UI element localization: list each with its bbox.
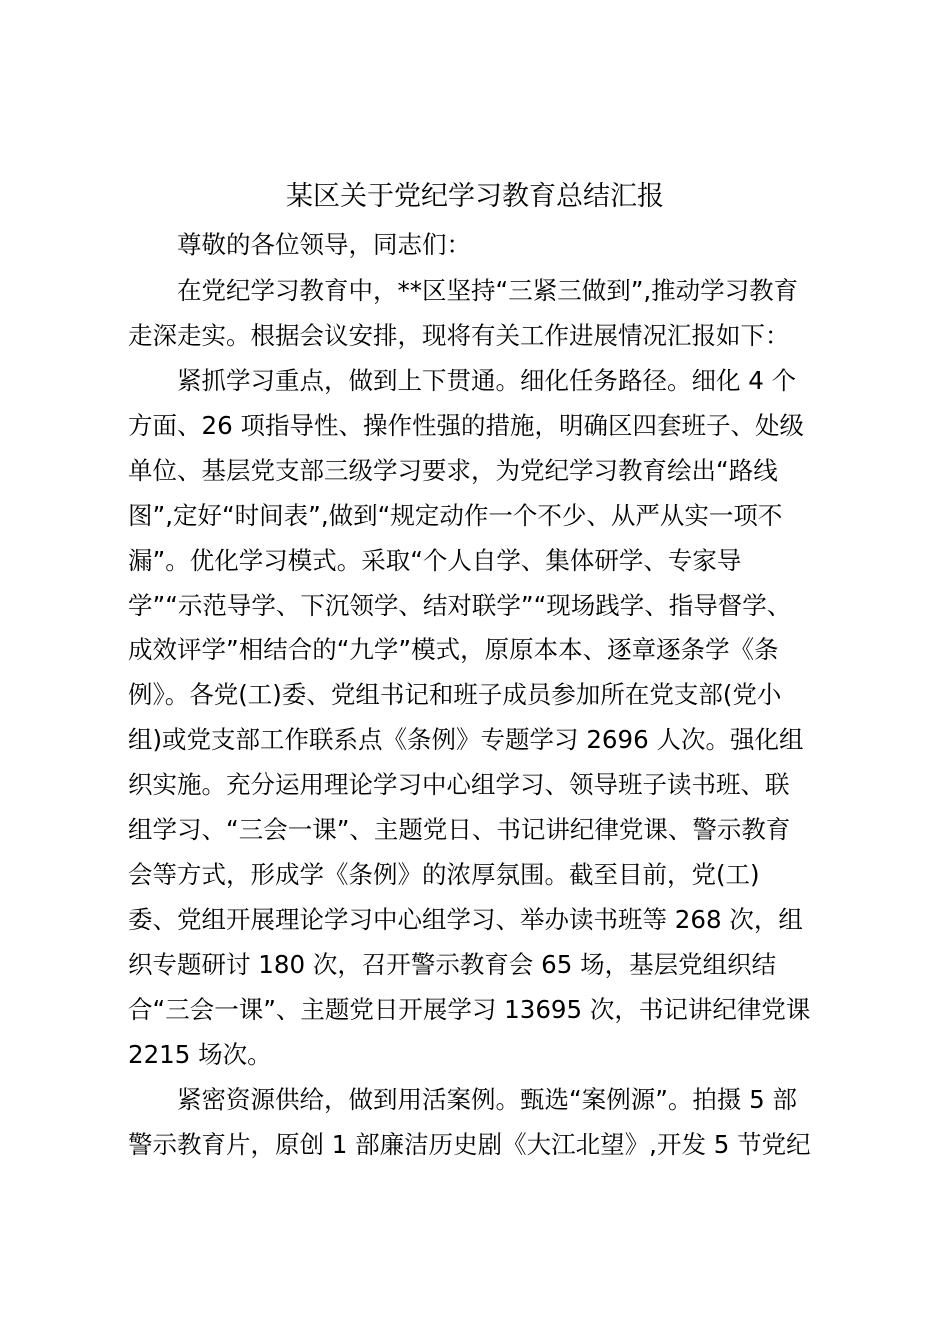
document-title: 某区关于党纪学习教育总结汇报 — [286, 181, 664, 212]
text-line: 成效评学”相结合的“九学”模式，原原本本、逐章逐条学《条 — [128, 635, 779, 664]
text-line: 学”“示范导学、下沉领学、结对联学”“现场践学、指导督学、 — [128, 591, 792, 620]
text-line: 单位、基层党支部三级学习要求，为党纪学习教育绘出“路线 — [128, 456, 778, 485]
text-line: 方面、26 项指导性、操作性强的措施，明确区四套班子、处级 — [128, 411, 804, 440]
text-line: 织实施。充分运用理论学习中心组学习、领导班子读书班、联 — [128, 770, 790, 799]
text-line: 组)或党支部工作联系点《条例》专题学习 2696 人次。强化组 — [128, 725, 804, 754]
text-line: 会等方式，形成学《条例》的浓厚氛围。截至目前，党(工) — [128, 860, 760, 889]
text-line: 2215 场次。 — [128, 1040, 272, 1069]
text-line: 在党纪学习教育中，**区坚持“三紧三做到”,推动学习教育 — [177, 276, 799, 305]
text-line: 织专题研讨 180 次，召开警示教育会 65 场，基层党组织结 — [128, 950, 777, 979]
text-line: 紧抓学习重点，做到上下贯通。细化任务路径。细化 4 个 — [177, 366, 797, 395]
text-line: 合“三会一课”、主题党日开展学习 13695 次，书记讲纪律党课 — [128, 995, 811, 1024]
text-line: 例》。各党(工)委、党组书记和班子成员参加所在党支部(党小 — [128, 680, 782, 709]
text-line: 组学习、“三会一课”、主题党日、书记讲纪律党课、警示教育 — [128, 815, 791, 844]
text-line: 图”,定好“时间表”,做到“规定动作一个不少、从严从实一项不 — [128, 501, 783, 530]
text-line: 紧密资源供给，做到用活案例。甄选“案例源”。拍摄 5 部 — [177, 1085, 798, 1114]
text-line: 走深走实。根据会议安排，现将有关工作进展情况汇报如下： — [128, 321, 790, 350]
text-line: 警示教育片，原创 1 部廉洁历史剧《大江北望》,开发 5 节党纪 — [128, 1130, 811, 1159]
salutation-line: 尊敬的各位领导，同志们： — [177, 230, 471, 259]
text-line: 委、党组开展理论学习中心组学习、举办读书班等 268 次，组 — [128, 905, 803, 934]
text-line: 漏”。优化学习模式。采取“个人自学、集体研学、专家导 — [128, 546, 742, 575]
